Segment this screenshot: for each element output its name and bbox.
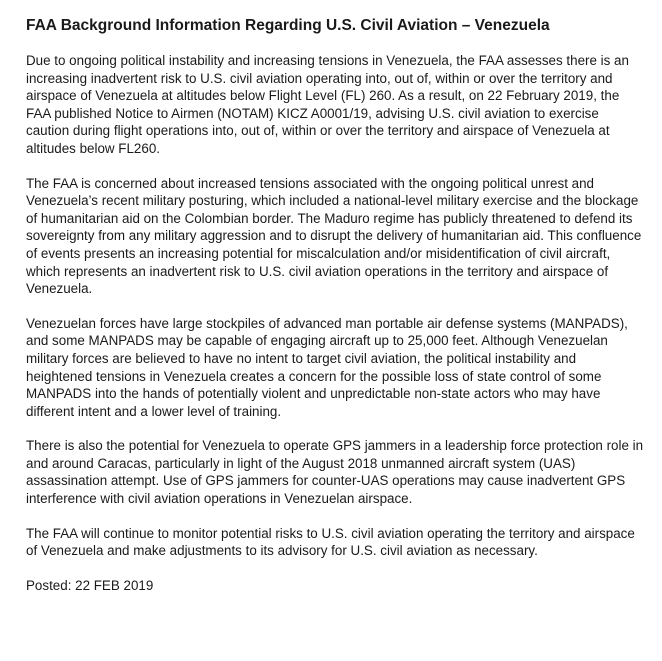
paragraph-tensions: The FAA is concerned about increased tensions associated with the ongoing political unrest and Venezuela’s recent military posturing, which included a national-level military exercise and the blockage of humanitarian aid on the Colombian border. The Maduro regime has publicly threatened to defend its sovereignty from any military aggression and to disrupt the delivery of humanitarian aid. This confluence of events presents an increasing potential for miscalculation and/or misidentification of civil aircraft, which represents an inadvertent risk to U.S. civil aviation operations in the territory and airspace of Venezuela. bbox=[26, 175, 642, 297]
document-title: FAA Background Information Regarding U.S. Civil Aviation – Venezuela bbox=[26, 17, 550, 34]
posted-date: Posted: 22 FEB 2019 bbox=[26, 577, 154, 593]
document bbox=[26, 16, 646, 594]
paragraph-gps-jammers: There is also the potential for Venezuela to operate GPS jammers in a leadership force protection role in and around Caracas, particularly in light of the August 2018 unmanned aircraft system (UAS) assassination attempt. Use of GPS jammers for counter-UAS operations may cause inadvertent GPS interference with civil aviation operations in Venezuelan airspace. bbox=[26, 438, 644, 507]
paragraph-manpads: Venezuelan forces have large stockpiles of advanced man portable air defense systems (MANPADS), and some MANPADS may be capable of engaging aircraft up to 25,000 feet. Although Venezuelan military forces are believed to have no intent to target civil aviation, the political instability and heightened tensions in Venezuela creates a concern for the possible loss of state control of some MANPADS into the hands of potentially violent and unpredictable non-state actors who may have different intent and a lower level of training. bbox=[26, 315, 628, 419]
paragraph-monitoring: The FAA will continue to monitor potential risks to U.S. civil aviation operating the territory and airspace of Venezuela and make adjustments to its advisory for U.S. civil aviation as necessary. bbox=[26, 525, 635, 559]
paragraph-notam-risk: Due to ongoing political instability and increasing tensions in Venezuela, the FAA assesses there is an increasing inadvertent risk to U.S. civil aviation operating into, out of, within or over the territory and airspace of Venezuela at altitudes below Flight Level (FL) 260. As a result, on 22 February 2019, the FAA published Notice to Airmen (NOTAM) KICZ A0001/19, advising U.S. civil aviation to exercise caution during flight operations into, out of, within or over the territory and airspace of Venezuela at altitudes below FL260. bbox=[26, 53, 629, 156]
